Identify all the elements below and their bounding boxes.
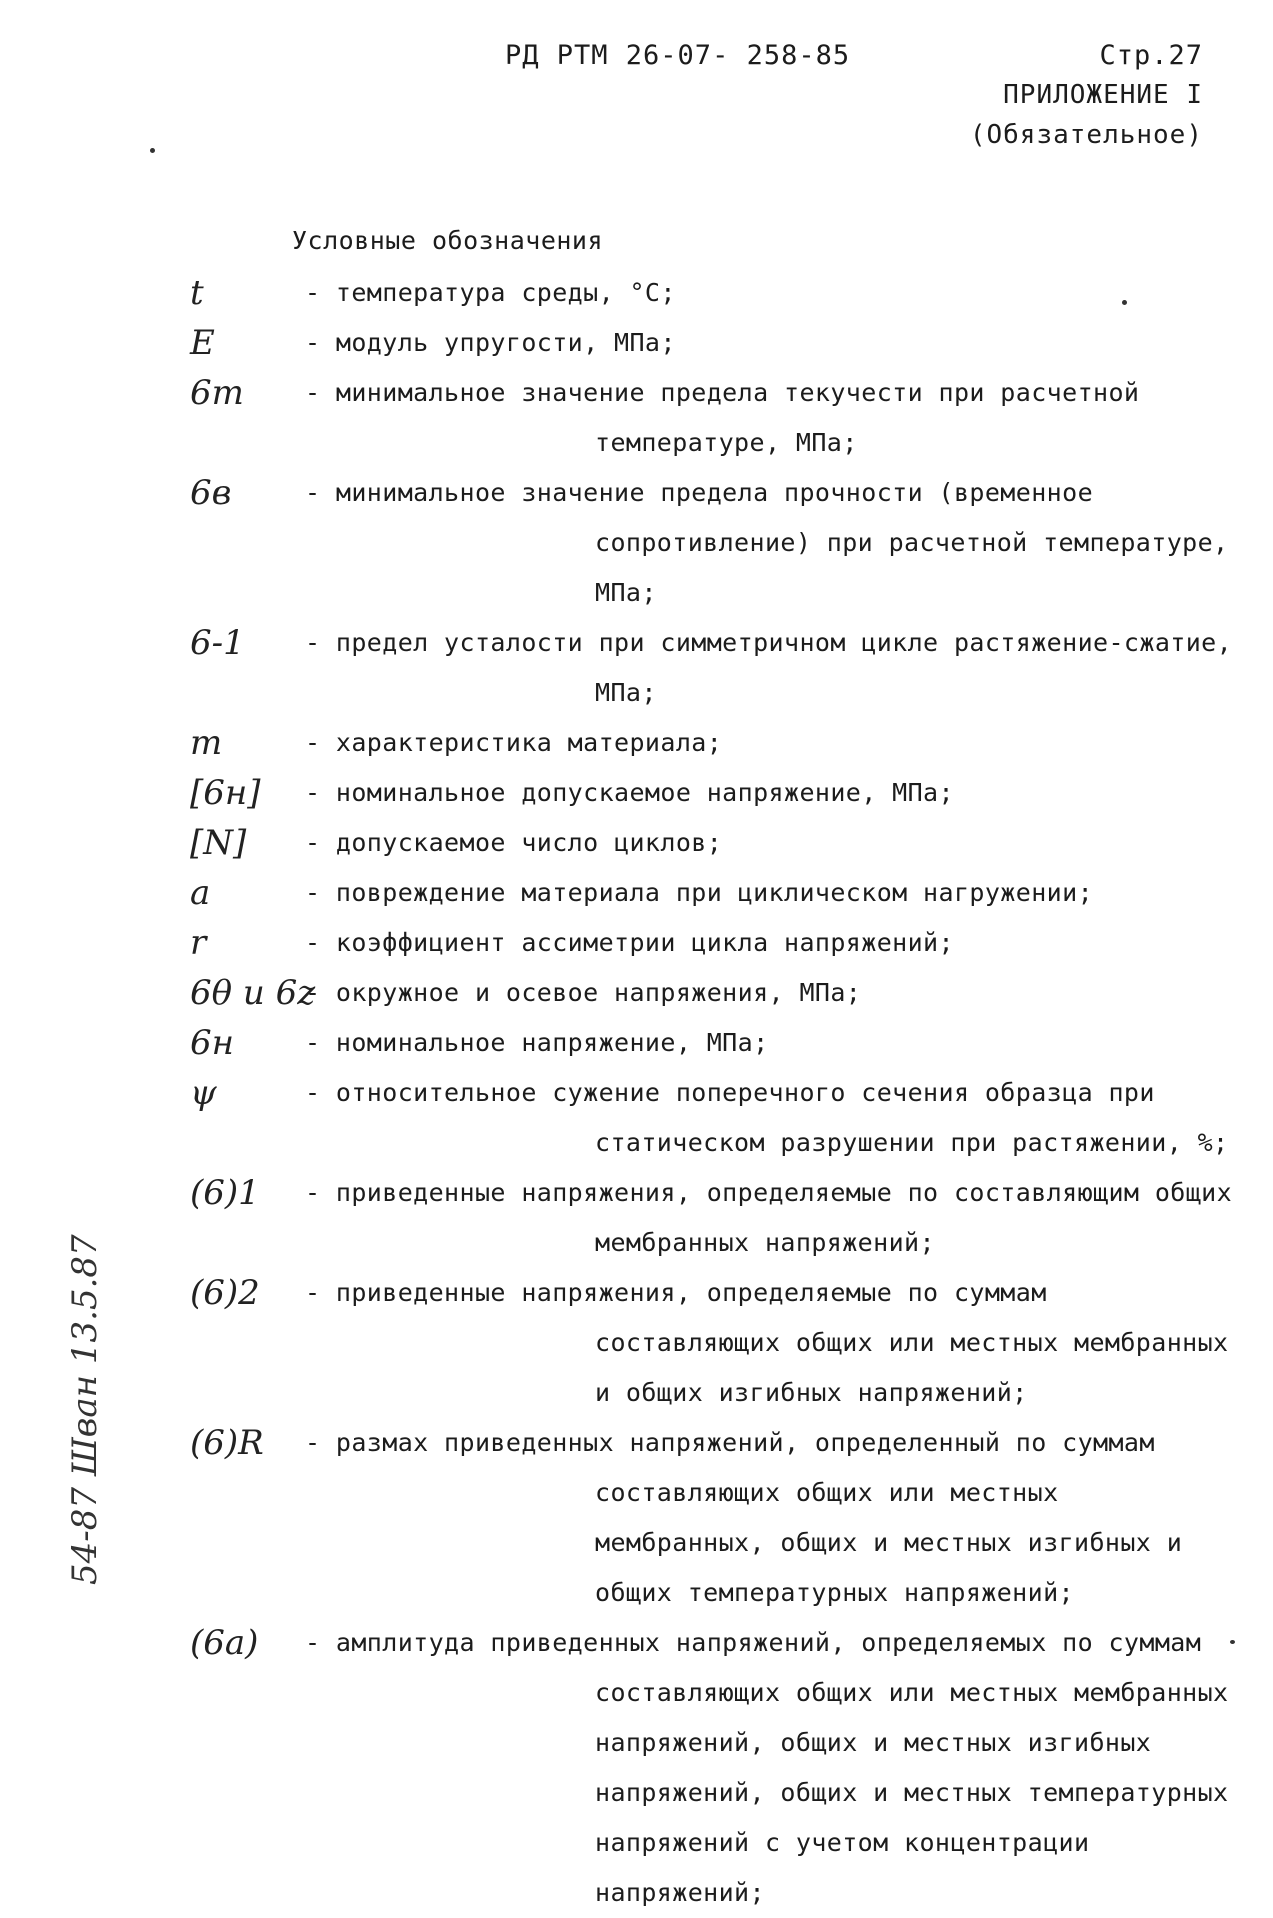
definition-symbol: [N] <box>190 823 247 863</box>
definition-text: - номинальное напряжение, МПа; <box>305 1028 769 1057</box>
definition-row <box>190 368 1240 468</box>
definition-symbol: r <box>190 923 207 963</box>
definition-row <box>190 1618 1240 1918</box>
definition-symbol: 6-1 <box>190 623 245 663</box>
definition-text: - характеристика материала; <box>305 728 723 757</box>
definition-row <box>190 918 1240 968</box>
section-title: Условные обозначения <box>292 226 604 255</box>
definitions-list <box>190 268 1240 1918</box>
definition-row <box>190 1418 1240 1618</box>
definition-text: - допускаемое число циклов; <box>305 828 723 857</box>
definition-symbol: (6)1 <box>190 1173 260 1213</box>
definition-text: - номинальное допускаемое напряжение, МПа; <box>305 778 954 807</box>
definition-symbol: a <box>190 873 211 913</box>
definition-text: - минимальное значение предела прочности (временное сопротивление) при расчетной температуре, МПа; <box>305 478 1229 607</box>
definition-row <box>190 268 1240 318</box>
definition-symbol: E <box>190 323 215 363</box>
definition-text: - коэффициент ассиметрии цикла напряжений; <box>305 928 954 957</box>
definition-row <box>190 768 1240 818</box>
definition-row <box>190 1018 1240 1068</box>
scan-speck <box>1230 1640 1235 1644</box>
definition-row <box>190 718 1240 768</box>
definition-text: - размах приведенных напряжений, определенный по суммам составляющих общих или местных мембранных, общих и местных изгибных и общих температурных напряжений; <box>305 1428 1183 1607</box>
definition-row <box>190 968 1240 1018</box>
definition-row <box>190 318 1240 368</box>
definition-symbol: ψ <box>190 1073 217 1113</box>
definition-row <box>190 1268 1240 1418</box>
definition-symbol: m <box>190 723 223 763</box>
definition-text: - модуль упругости, МПа; <box>305 328 676 357</box>
definition-symbol: 6т <box>190 373 244 413</box>
definition-text: - повреждение материала при циклическом нагружении; <box>305 878 1094 907</box>
appendix-note: (Обязательное) <box>969 120 1203 150</box>
definition-symbol: 6в <box>190 473 232 513</box>
definition-text: - предел усталости при симметричном цикле растяжение-сжатие, МПа; <box>305 628 1233 707</box>
definition-row <box>190 818 1240 868</box>
definition-row <box>190 868 1240 918</box>
definition-text: - приведенные напряжения, определяемые по составляющим общих мембранных напряжений; <box>305 1178 1233 1257</box>
definition-row <box>190 618 1240 718</box>
scan-speck <box>150 148 155 153</box>
definition-row <box>190 1168 1240 1268</box>
scan-speck <box>1122 300 1127 305</box>
definition-symbol: [6н] <box>190 773 261 813</box>
definition-symbol: 6θ и 6z <box>190 973 316 1013</box>
definition-text: - окружное и осевое напряжения, МПа; <box>305 978 862 1007</box>
definition-symbol: 6н <box>190 1023 235 1063</box>
definition-text: - минимальное значение предела текучести при расчетной температуре, МПа; <box>305 378 1140 457</box>
definition-text: - приведенные напряжения, определяемые по суммам составляющих общих или местных мембранных и общих изгибных напряжений; <box>305 1278 1229 1407</box>
definition-symbol: (6a) <box>190 1623 259 1663</box>
definition-symbol: (6)2 <box>190 1273 260 1313</box>
definition-row <box>190 468 1240 618</box>
definition-text: - температура среды, °C; <box>305 278 676 307</box>
appendix-title: ПРИЛОЖЕНИЕ I <box>1003 80 1203 110</box>
definition-row <box>190 1068 1240 1168</box>
doc-code: РД РТМ 26-07- 258-85 <box>505 40 851 71</box>
handwritten-margin-note: 54-87 Шван 13.5.87 <box>65 1234 105 1585</box>
definition-text: - амплитуда приведенных напряжений, определяемых по суммам составляющих общих или местных мембранных напряжений, общих и местных изгибных напряжений, общих и местных температурных напряжений с учетом концентрации напряжений; <box>305 1628 1229 1907</box>
definition-symbol: t <box>190 273 204 313</box>
page-number: Стр.27 <box>1099 40 1203 71</box>
definition-symbol: (6)R <box>190 1423 264 1463</box>
definition-text: - относительное сужение поперечного сечения образца при статическом разрушении при растяжении, %; <box>305 1078 1229 1157</box>
